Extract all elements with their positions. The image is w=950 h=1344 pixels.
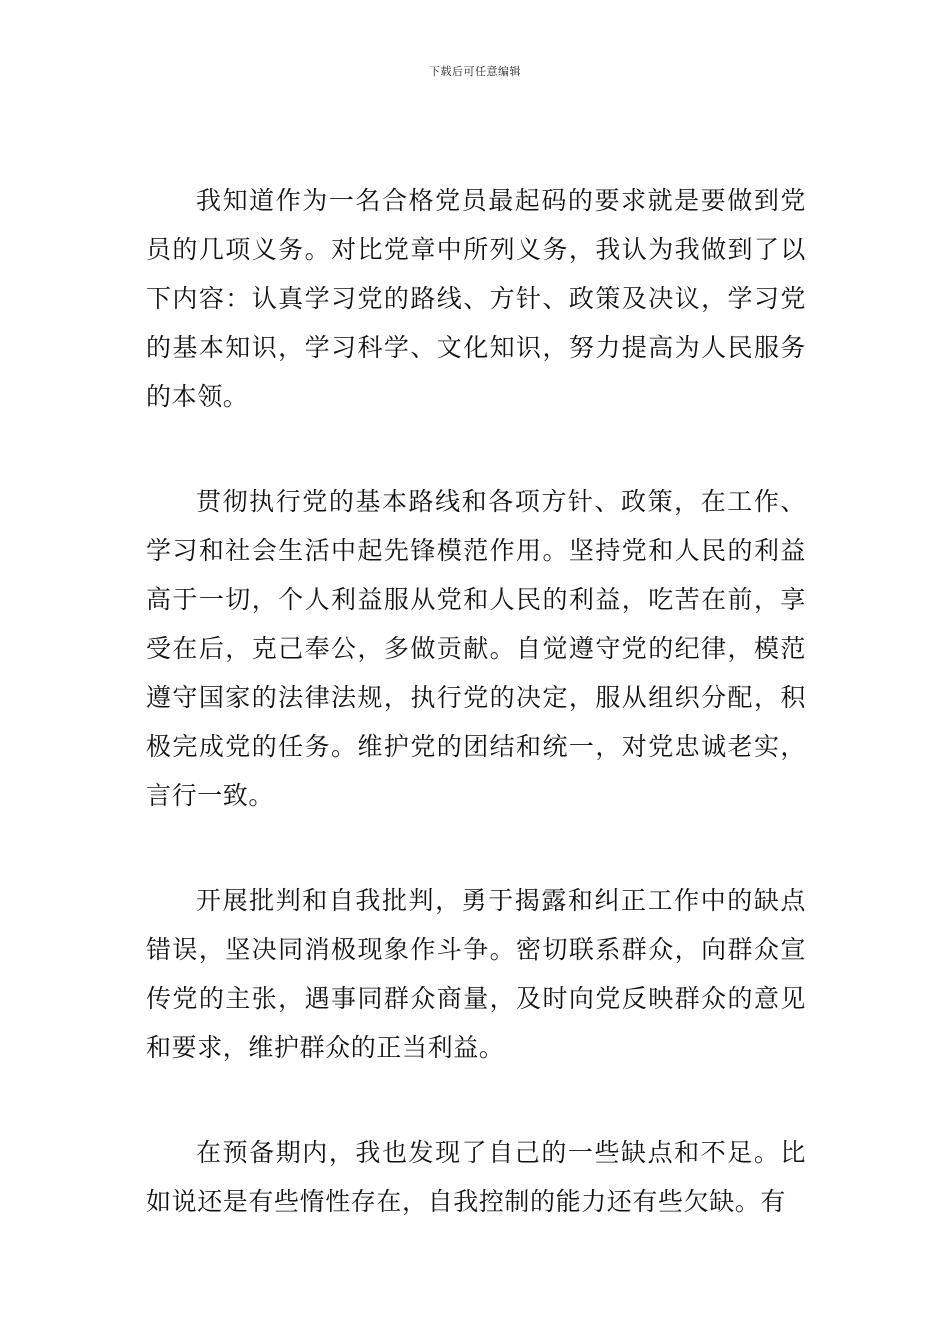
document-body [146, 176, 806, 1282]
paragraph-3: 开展批判和自我批判，勇于揭露和纠正工作中的缺点错误，坚决同消极现象作斗争。密切联系群众，向群众宣传党的主张，遇事同群众商量，及时向党反映群众的意见和要求，维护群众的正当利益。 [146, 886, 806, 1062]
paragraph-1: 我知道作为一名合格党员最起码的要求就是要做到党员的几项义务。对比党章中所列义务，我认为我做到了以下内容：认真学习党的路线、方针、政策及决议，学习党的基本知识，学习科学、文化知识，努力提高为人民服务的本领。 [146, 186, 806, 411]
page-header: 下载后可任意编辑 [429, 65, 521, 78]
paragraph-2: 贯彻执行党的基本路线和各项方针、政策，在工作、学习和社会生活中起先锋模范作用。坚持党和人民的利益高于一切，个人利益服从党和人民的利益，吃苦在前，享受在后，克己奉公，多做贡献。自觉遵守党的纪律，模范遵守国家的法律法规，执行党的决定，服从组织分配，积极完成党的任务。维护党的团结和统一，对党忠诚老实，言行一致。 [146, 487, 806, 810]
paragraph-4: 在预备期内，我也发现了自己的一些缺点和不足。比如说还是有些惰性存在，自我控制的能力还有些欠缺。有 [146, 1138, 806, 1216]
